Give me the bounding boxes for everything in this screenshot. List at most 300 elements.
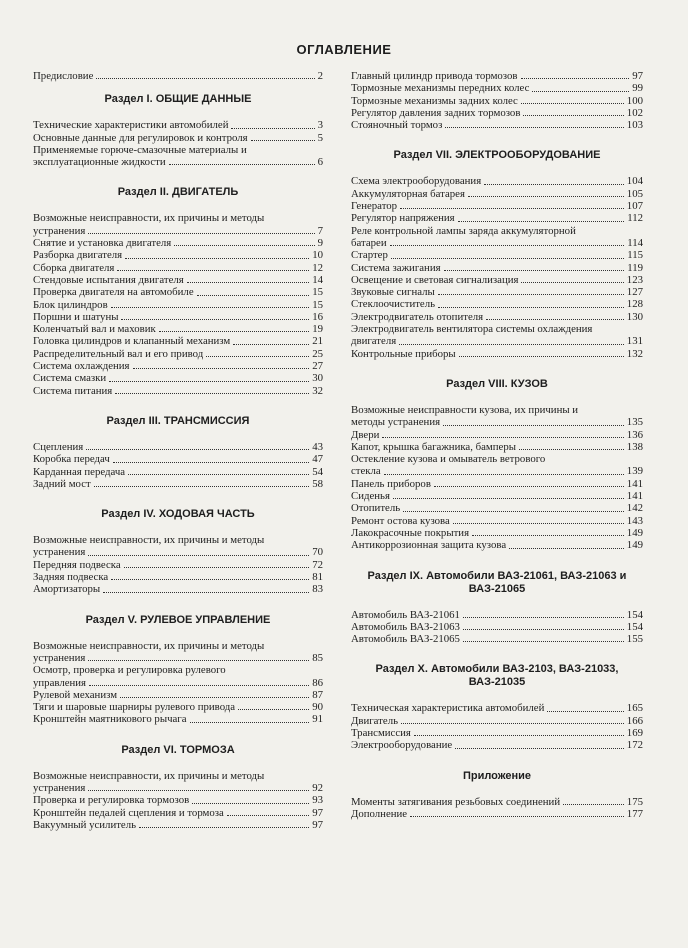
page-number: 83 — [312, 583, 323, 596]
dot-leader — [486, 319, 624, 320]
toc-entry-title: Стояночный тормоз — [351, 119, 443, 132]
section-heading: Раздел VI. ТОРМОЗА — [121, 743, 235, 756]
toc-column-left — [33, 70, 323, 831]
toc-entry[interactable] — [33, 770, 323, 795]
page-number: 92 — [312, 781, 323, 794]
toc-entry[interactable] — [351, 262, 643, 274]
section-heading: Приложение — [462, 769, 532, 782]
toc-entry[interactable] — [33, 571, 323, 583]
toc-entry[interactable] — [351, 478, 643, 490]
toc-entry-title: Двери — [351, 428, 380, 441]
toc-entry-title: Задняя подвеска — [33, 571, 109, 584]
section-heading: Раздел I. ОБЩИЕ ДАННЫЕ — [104, 93, 252, 106]
dot-leader — [463, 617, 624, 618]
toc-entry[interactable] — [33, 559, 323, 571]
dot-leader — [103, 592, 309, 593]
page-number: 93 — [312, 794, 323, 807]
toc-entry[interactable] — [33, 640, 323, 665]
dot-leader — [382, 437, 623, 438]
page-number: 142 — [626, 502, 643, 515]
page-number: 136 — [626, 428, 643, 441]
page-number: 54 — [312, 465, 323, 478]
dot-leader — [227, 815, 309, 816]
page-number: 47 — [312, 453, 323, 466]
page-number: 127 — [626, 286, 643, 299]
toc-entry[interactable] — [33, 249, 323, 261]
toc-entry-text: Возможные неисправности, их причины и методы — [33, 769, 265, 782]
page-number: 97 — [632, 70, 643, 82]
toc-entry-title: Сиденья — [351, 490, 390, 503]
toc-entry[interactable] — [33, 70, 323, 82]
toc-entry-title: Сборка двигателя — [33, 261, 115, 274]
dot-leader — [109, 381, 309, 382]
dot-leader — [111, 307, 310, 308]
toc-entry-title: Проверка двигателя на автомобиле — [33, 286, 194, 299]
toc-entry[interactable] — [351, 429, 643, 441]
toc-entry-title: Тяги и шаровые шарниры рулевого привода — [33, 701, 236, 714]
page-number: 97 — [312, 806, 323, 819]
page-number: 87 — [312, 688, 323, 701]
dot-leader — [468, 196, 624, 197]
toc-entry[interactable] — [351, 119, 643, 131]
dot-leader — [117, 270, 309, 271]
dot-leader — [438, 307, 624, 308]
toc-entry-title: Генератор — [351, 200, 398, 213]
toc-entry[interactable] — [33, 144, 323, 169]
page-number: 14 — [312, 273, 323, 286]
toc-entry-title: Кронштейн маятникового рычага — [33, 713, 187, 726]
toc-entry-text: Возможные неисправности, их причины и методы — [33, 212, 265, 225]
toc-entry[interactable] — [33, 819, 323, 831]
section-heading: Раздел V. РУЛЕВОЕ УПРАВЛЕНИЕ — [85, 613, 271, 626]
dot-leader — [410, 816, 624, 817]
dot-leader — [111, 579, 309, 580]
toc-entry-title: Разборка двигателя — [33, 249, 123, 262]
dot-leader — [463, 629, 624, 630]
page-number: 177 — [626, 807, 643, 820]
section-heading: Раздел X. Автомобили ВАЗ-2103, ВАЗ-21033, ВАЗ-21035 — [375, 663, 619, 689]
toc-entry-title: Кронштейн педалей сцепления и тормоза — [33, 806, 224, 819]
toc-entry-title: Дополнение — [351, 807, 408, 820]
dot-leader — [401, 723, 624, 724]
dot-leader — [86, 449, 309, 450]
page-number: 91 — [312, 713, 323, 726]
toc-entry-title: Капот, крышка багажника, бамперы — [351, 440, 516, 453]
page-number: 25 — [312, 347, 323, 360]
toc-entry-title: Система питания — [33, 384, 113, 397]
page-number: 100 — [626, 94, 643, 107]
page-number: 103 — [626, 119, 643, 132]
toc-entry-title: Тормозные механизмы передних колес — [351, 82, 530, 95]
toc-entry[interactable] — [351, 441, 643, 453]
toc-entry-title: Двигатель — [351, 714, 399, 727]
dot-leader — [390, 245, 625, 246]
page-number: 135 — [626, 416, 643, 429]
page-number: 166 — [626, 714, 643, 727]
page-number: 15 — [312, 298, 323, 311]
toc-entry[interactable] — [351, 739, 643, 751]
toc-entry[interactable] — [351, 298, 643, 310]
toc-entry[interactable] — [33, 311, 323, 323]
toc-entry-title: Освещение и световая сигнализация — [351, 273, 519, 286]
page-number: 138 — [626, 440, 643, 453]
toc-entry[interactable] — [351, 175, 643, 187]
toc-entry-title: Отопитель — [351, 502, 401, 515]
dot-leader — [453, 523, 624, 524]
toc-entry-text: Возможные неисправности кузова, их причины и — [351, 403, 579, 416]
page-number: 105 — [626, 187, 643, 200]
toc-entry[interactable] — [33, 372, 323, 384]
dot-leader — [400, 208, 624, 209]
toc-entry-title: Основные данные для регулировок и контроля — [33, 131, 248, 144]
toc-entry-title: устранения — [33, 546, 86, 559]
toc-entry[interactable] — [351, 107, 643, 119]
page-number: 43 — [312, 440, 323, 453]
page-number: 102 — [626, 106, 643, 119]
toc-entry-title: Головка цилиндров и клапанный механизм — [33, 335, 231, 348]
dot-leader — [563, 804, 624, 805]
toc-entry[interactable] — [351, 539, 643, 551]
dot-leader — [458, 221, 625, 222]
dot-leader — [547, 711, 623, 712]
page-number: 131 — [626, 335, 643, 348]
dot-leader — [89, 685, 309, 686]
dot-leader — [206, 356, 309, 357]
toc-entry-title: Амортизаторы — [33, 583, 101, 596]
dot-leader — [251, 140, 315, 141]
toc-entry[interactable] — [351, 621, 643, 633]
toc-entry-text: Остекление кузова и омыватель ветрового — [351, 453, 546, 466]
dot-leader — [532, 91, 629, 92]
page-number: 19 — [312, 323, 323, 336]
toc-entry-title: Блок цилиндров — [33, 298, 108, 311]
dot-leader — [455, 748, 624, 749]
toc-entry[interactable] — [351, 715, 643, 727]
toc-entry-title: устранения — [33, 651, 86, 664]
dot-leader — [124, 567, 310, 568]
toc-entry[interactable] — [33, 274, 323, 286]
page-number: 27 — [312, 360, 323, 373]
toc-entry[interactable] — [351, 808, 643, 820]
page-number: 10 — [312, 249, 323, 262]
toc-entry[interactable] — [33, 385, 323, 397]
page-number: 115 — [627, 249, 643, 262]
toc-entry-title: Сцепления — [33, 440, 84, 453]
toc-entry-title: управления — [33, 676, 87, 689]
dot-leader — [444, 270, 625, 271]
toc-entry[interactable] — [33, 132, 323, 144]
dot-leader — [88, 555, 309, 556]
page-number: 86 — [312, 676, 323, 689]
toc-entry[interactable] — [33, 466, 323, 478]
toc-column-right — [351, 70, 643, 820]
toc-entry-text: Осмотр, проверка и регулировка рулевого — [33, 664, 226, 677]
dot-leader — [125, 258, 309, 259]
page-number: 154 — [626, 620, 643, 633]
toc-entry-title: Главный цилиндр привода тормозов — [351, 70, 518, 82]
section-heading: Раздел III. ТРАНСМИССИЯ — [106, 414, 250, 427]
toc-entry[interactable] — [33, 689, 323, 701]
toc-entry[interactable] — [351, 490, 643, 502]
page-number: 85 — [312, 651, 323, 664]
toc-entry-title: Проверка и регулировка тормозов — [33, 794, 190, 807]
toc-entry-title: стекла — [351, 465, 381, 478]
toc-entry-title: Технические характеристики автомобилей — [33, 119, 229, 132]
toc-entry-title: Передняя подвеска — [33, 558, 121, 571]
toc-entry-title: Антикоррозионная защита кузова — [351, 539, 507, 552]
page-number: 21 — [312, 335, 323, 348]
toc-entry-title: Лакокрасочные покрытия — [351, 526, 470, 539]
toc-entry[interactable] — [33, 323, 323, 335]
dot-leader — [521, 78, 630, 79]
page-number: 107 — [626, 200, 643, 213]
page-number: 139 — [626, 465, 643, 478]
dot-leader — [133, 368, 310, 369]
toc-entry-title: Автомобиль ВАЗ-21063 — [351, 620, 460, 633]
dot-leader — [384, 474, 624, 475]
toc-entry[interactable] — [351, 609, 643, 621]
toc-entry[interactable] — [351, 225, 643, 250]
dot-leader — [399, 344, 624, 345]
toc-entry-title: Аккумуляторная батарея — [351, 187, 465, 200]
toc-entry-title: Снятие и установка двигателя — [33, 237, 172, 250]
toc-entry[interactable] — [351, 286, 643, 298]
toc-entry-text: Электродвигатель вентилятора системы охлаждения — [351, 323, 593, 336]
page-number: 90 — [312, 701, 323, 714]
toc-entry[interactable] — [351, 527, 643, 539]
dot-leader — [484, 184, 624, 185]
toc-entry-title: Моменты затягивания резьбовых соединений — [351, 795, 561, 808]
toc-entry-title: Контрольные приборы — [351, 347, 456, 360]
toc-entry-title: Система охлаждения — [33, 360, 130, 373]
toc-entry[interactable] — [33, 534, 323, 559]
dot-leader — [121, 319, 309, 320]
toc-entry-title: Система зажигания — [351, 261, 441, 274]
page-number: 7 — [317, 224, 323, 237]
page-number: 30 — [312, 372, 323, 385]
toc-entry[interactable] — [351, 212, 643, 224]
page-number: 9 — [317, 237, 323, 250]
toc-entry-title: Поршни и шатуны — [33, 310, 119, 323]
toc-entry-title: Рулевой механизм — [33, 688, 118, 701]
page-number: 141 — [626, 477, 643, 490]
toc-entry[interactable] — [351, 274, 643, 286]
toc-entry-title: Коробка передач — [33, 453, 110, 466]
toc-entry-text: Применяемые горюче-смазочные материалы и — [33, 143, 247, 156]
dot-leader — [521, 282, 623, 283]
toc-entry-text: Возможные неисправности, их причины и методы — [33, 639, 265, 652]
dot-leader — [159, 331, 309, 332]
page-number: 70 — [312, 546, 323, 559]
dot-leader — [115, 393, 309, 394]
toc-entry-title: Ремонт остова кузова — [351, 514, 450, 527]
toc-entry[interactable] — [351, 249, 643, 261]
dot-leader — [238, 709, 309, 710]
toc-entry-title: Панель приборов — [351, 477, 431, 490]
toc-entry-title: Схема электрооборудования — [351, 175, 482, 188]
section-heading: Раздел VIII. КУЗОВ — [446, 377, 548, 390]
page-number: 155 — [626, 633, 643, 646]
dot-leader — [174, 245, 314, 246]
toc-entry[interactable] — [351, 323, 643, 348]
toc-entry[interactable] — [33, 360, 323, 372]
toc-entry-title: Стеклоочиститель — [351, 298, 436, 311]
dot-leader — [231, 128, 314, 129]
toc-entry-title: Электрооборудование — [351, 739, 453, 752]
dot-leader — [459, 356, 624, 357]
toc-entry[interactable] — [351, 453, 643, 478]
toc-entry-title: Техническая характеристика автомобилей — [351, 702, 545, 715]
page-number: 58 — [312, 477, 323, 490]
page-number: 123 — [626, 273, 643, 286]
toc-entry-title: методы устранения — [351, 416, 441, 429]
dot-leader — [197, 295, 310, 296]
dot-leader — [128, 474, 309, 475]
page-number: 72 — [312, 558, 323, 571]
section-heading: Раздел IV. ХОДОВАЯ ЧАСТЬ — [101, 508, 255, 521]
dot-leader — [190, 722, 310, 723]
page-number: 114 — [627, 236, 643, 249]
page-number: 15 — [312, 286, 323, 299]
section-heading: Раздел II. ДВИГАТЕЛЬ — [117, 186, 239, 199]
page-number: 2 — [317, 70, 323, 82]
toc-entry[interactable] — [351, 70, 643, 82]
toc-entry[interactable] — [351, 796, 643, 808]
toc-entry[interactable] — [33, 119, 323, 131]
page-number: 97 — [312, 818, 323, 831]
dot-leader — [403, 511, 624, 512]
toc-entry[interactable] — [33, 664, 323, 689]
page-number: 32 — [312, 384, 323, 397]
toc-entry[interactable] — [351, 404, 643, 429]
toc-entry[interactable] — [351, 502, 643, 514]
toc-entry-title: устранения — [33, 781, 86, 794]
dot-leader — [233, 344, 309, 345]
toc-entry[interactable] — [351, 82, 643, 94]
page-number: 112 — [627, 212, 643, 225]
toc-entry-title: Коленчатый вал и маховик — [33, 323, 156, 336]
page-number: 81 — [312, 571, 323, 584]
toc-entry[interactable] — [33, 807, 323, 819]
toc-entry[interactable] — [33, 286, 323, 298]
page-number: 3 — [317, 119, 323, 132]
page-number: 104 — [626, 175, 643, 188]
toc-entry-title: Распределительный вал и его привод — [33, 347, 204, 360]
toc-entry[interactable] — [351, 311, 643, 323]
toc-entry[interactable] — [351, 188, 643, 200]
page-number: 128 — [626, 298, 643, 311]
toc-entry[interactable] — [33, 794, 323, 806]
dot-leader — [438, 294, 624, 295]
dot-leader — [120, 697, 309, 698]
toc-entry-title: Стартер — [351, 249, 388, 262]
toc-entry-title: Автомобиль ВАЗ-21065 — [351, 633, 460, 646]
dot-leader — [88, 790, 309, 791]
toc-entry[interactable] — [351, 633, 643, 645]
page-number: 149 — [626, 539, 643, 552]
dot-leader — [113, 462, 309, 463]
dot-leader — [443, 425, 624, 426]
page-number: 149 — [626, 526, 643, 539]
toc-entry-title: эксплуатационные жидкости — [33, 156, 166, 169]
page-number: 6 — [317, 156, 323, 169]
toc-entry-title: Стендовые испытания двигателя — [33, 273, 184, 286]
toc-entry[interactable] — [351, 95, 643, 107]
page-number: 169 — [626, 726, 643, 739]
dot-leader — [187, 282, 309, 283]
toc-entry[interactable] — [351, 200, 643, 212]
page-number: 165 — [626, 702, 643, 715]
dot-leader — [96, 78, 314, 79]
page-number: 132 — [626, 347, 643, 360]
dot-leader — [519, 449, 624, 450]
dot-leader — [169, 164, 315, 165]
dot-leader — [393, 498, 624, 499]
toc-entry-title: Регулятор напряжения — [351, 212, 455, 225]
page-number: 16 — [312, 310, 323, 323]
dot-leader — [414, 735, 624, 736]
dot-leader — [139, 827, 309, 828]
toc-entry-title: Трансмиссия — [351, 726, 411, 739]
dot-leader — [509, 548, 624, 549]
toc-entry[interactable] — [33, 441, 323, 453]
toc-entry[interactable] — [351, 348, 643, 360]
toc-entry[interactable] — [33, 701, 323, 713]
toc-entry[interactable] — [33, 453, 323, 465]
toc-entry[interactable] — [351, 702, 643, 714]
dot-leader — [88, 660, 309, 661]
toc-entry[interactable] — [33, 478, 323, 490]
toc-entry-title: Автомобиль ВАЗ-21061 — [351, 608, 460, 621]
toc-entry[interactable] — [33, 335, 323, 347]
toc-entry[interactable] — [33, 713, 323, 725]
toc-entry[interactable] — [351, 515, 643, 527]
page-number: 175 — [626, 795, 643, 808]
page-number: 12 — [312, 261, 323, 274]
page-number: 119 — [627, 261, 643, 274]
page-number: 5 — [317, 131, 323, 144]
dot-leader — [472, 535, 624, 536]
page-number: 154 — [626, 608, 643, 621]
toc-entry-title: Регулятор давления задних тормозов — [351, 106, 521, 119]
dot-leader — [391, 258, 624, 259]
toc-entry-title: батареи — [351, 236, 387, 249]
dot-leader — [192, 803, 309, 804]
toc-entry-title: Звуковые сигналы — [351, 286, 435, 299]
page-number: 141 — [626, 490, 643, 503]
dot-leader — [445, 127, 623, 128]
dot-leader — [88, 233, 314, 234]
toc-entry-title: Задний мост — [33, 477, 91, 490]
toc-entry[interactable] — [33, 348, 323, 360]
toc-entry-title: Тормозные механизмы задних колес — [351, 94, 518, 107]
dot-leader — [463, 641, 624, 642]
page-number: 172 — [626, 739, 643, 752]
toc-entry[interactable] — [33, 237, 323, 249]
toc-entry-title: двигателя — [351, 335, 397, 348]
toc-entry-text: Реле контрольной лампы заряда аккумуляторной — [351, 224, 576, 237]
toc-entry[interactable] — [33, 262, 323, 274]
dot-leader — [434, 486, 624, 487]
toc-entry[interactable] — [33, 212, 323, 237]
page-number: 143 — [626, 514, 643, 527]
toc-entry[interactable] — [33, 583, 323, 595]
dot-leader — [523, 115, 623, 116]
dot-leader — [94, 486, 309, 487]
toc-entry-title: устранения — [33, 224, 86, 237]
toc-entry[interactable] — [33, 299, 323, 311]
toc-entry[interactable] — [351, 727, 643, 739]
